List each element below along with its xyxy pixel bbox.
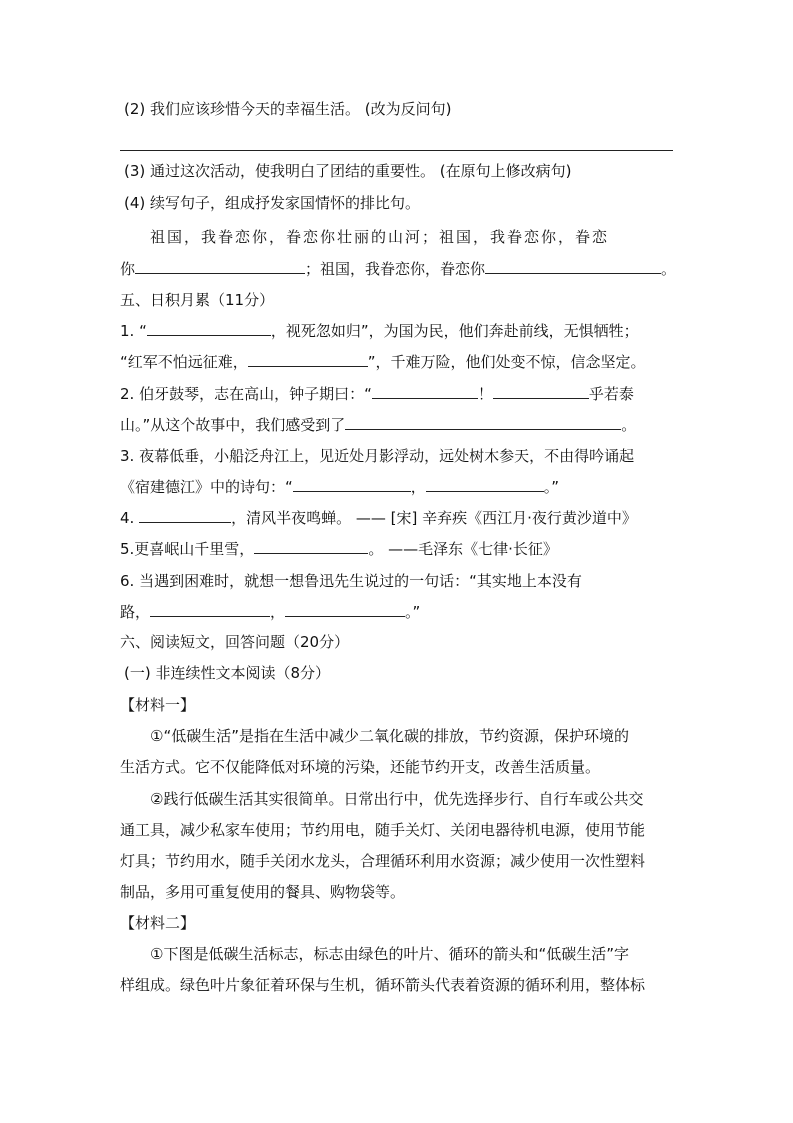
item-5-2-line1: 2. 伯牙鼓琴，志在高山，钟子期曰：“ ！ 乎若泰 <box>120 385 634 403</box>
blank[interactable] <box>147 321 271 336</box>
material-1-paragraph-1-line2: 生活方式。它不仅能降低对环境的污染，还能节约开支，改善生活质量。 <box>120 758 601 776</box>
blank[interactable] <box>485 259 661 274</box>
question-2: (2) 我们应该珍惜今天的幸福生活。 (改为反问句) <box>124 100 452 118</box>
blank[interactable] <box>345 415 621 430</box>
item-5-5: 5.更喜岷山千里雪， 。 ——毛泽东《七律·长征》 <box>120 540 558 558</box>
item-5-4: 4. ，清风半夜鸣蝉。 —— [宋] 辛弃疾《西江月·夜行黄沙道中》 <box>120 509 637 527</box>
item-5-6-line2: 路， ， 。” <box>120 603 421 621</box>
material-2-paragraph-1-line1: ①下图是低碳生活标志，标志由绿色的叶片、循环的箭头和“低碳生活”字 <box>150 945 629 963</box>
blank[interactable] <box>254 539 368 554</box>
subsection-1-title: (一) 非连续性文本阅读（8分） <box>124 664 331 682</box>
material-1-paragraph-2-line4: 制品，多用可重复使用的餐具、购物袋等。 <box>120 883 406 901</box>
blank[interactable] <box>293 477 411 492</box>
item-5-1-line1: 1. “ ，视死忽如归”，为国为民，他们奔赴前线，无惧牺牲； <box>120 322 639 340</box>
blank[interactable] <box>285 602 405 617</box>
section-6-title: 六、阅读短文，回答问题（20分） <box>120 633 350 651</box>
q4-sentence-line2: 你 ；祖国，我眷恋你，眷恋你 。 <box>120 260 677 278</box>
material-1-paragraph-2-line1: ②践行低碳生活其实很简单。日常出行中，优先选择步行、自行车或公共交 <box>150 790 644 808</box>
blank[interactable] <box>426 477 544 492</box>
q4-sentence-line1: 祖国，我眷恋你，眷恋你壮丽的山河；祖国，我眷恋你，眷恋 <box>150 228 610 246</box>
blank[interactable] <box>248 352 368 367</box>
item-5-1-line2: “红军不怕远征难， ”，千难万险，他们处变不惊，信念坚定。 <box>120 353 646 371</box>
material-2-label: 【材料二】 <box>120 914 196 932</box>
answer-line <box>120 150 673 151</box>
material-2-paragraph-1-line2: 样组成。绿色叶片象征着环保与生机，循环箭头代表着资源的循环利用，整体标 <box>120 976 646 994</box>
blank[interactable] <box>493 384 589 399</box>
material-1-label: 【材料一】 <box>120 696 196 714</box>
blank[interactable] <box>150 602 270 617</box>
item-5-2-line2: 山。”从这个故事中，我们感受到了 。 <box>120 416 637 434</box>
question-4: (4) 续写句子，组成抒发家国情怀的排比句。 <box>124 194 421 212</box>
material-1-paragraph-1-line1: ①“低碳生活”是指在生活中减少二氧化碳的排放，节约资源，保护环境的 <box>150 727 629 745</box>
section-5-title: 五、日积月累（11分） <box>120 291 275 309</box>
item-5-3-line2: 《宿建德江》中的诗句：“ ， 。” <box>120 478 560 496</box>
material-1-paragraph-2-line2: 通工具，减少私家车使用；节约用电，随手关灯、关闭电器待机电源，使用节能 <box>120 821 646 839</box>
blank[interactable] <box>139 508 231 523</box>
blank[interactable] <box>135 259 305 274</box>
material-1-paragraph-2-line3: 灯具；节约用水，随手关闭水龙头，合理循环利用水资源；减少使用一次性塑料 <box>120 852 646 870</box>
question-3: (3) 通过这次活动，使我明白了团结的重要性。 (在原句上修改病句) <box>124 162 572 180</box>
item-5-3-line1: 3. 夜幕低垂，小船泛舟江上，见近处月影浮动，远处树木参天，不由得吟诵起 <box>120 447 635 465</box>
item-5-6-line1: 6. 当遇到困难时，就想一想鲁迅先生说过的一句话：“其实地上本没有 <box>120 572 582 590</box>
blank[interactable] <box>372 384 478 399</box>
